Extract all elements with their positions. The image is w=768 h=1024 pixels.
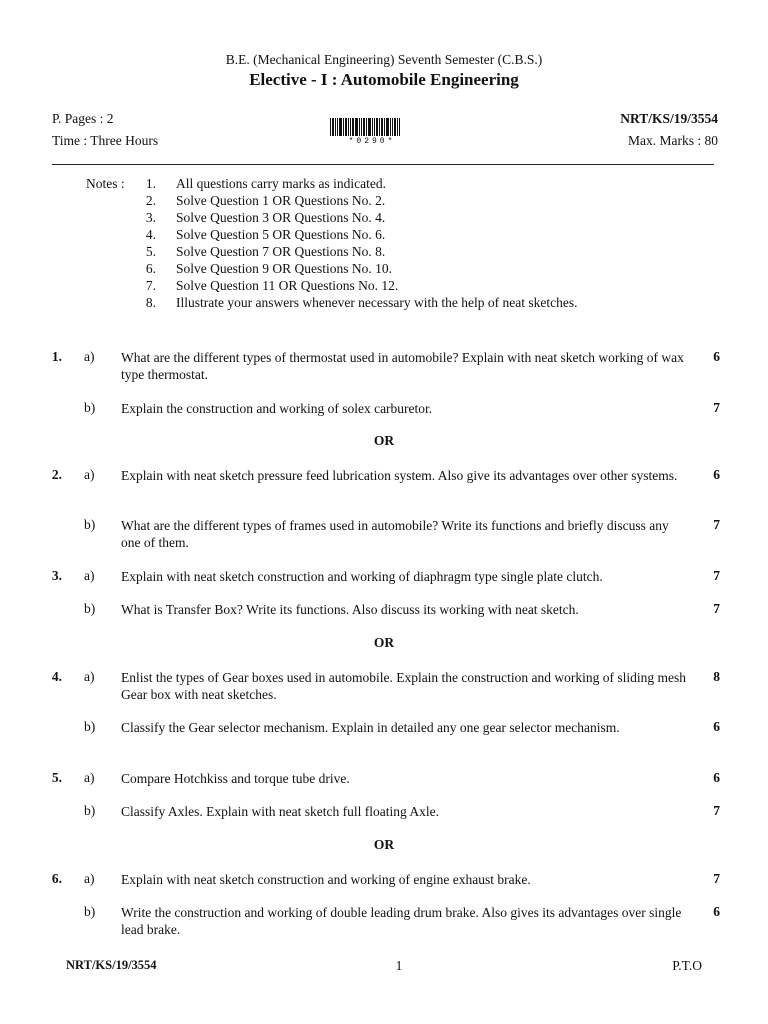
question-text: Compare Hotchkiss and torque tube drive. xyxy=(121,771,350,786)
notes-label: Notes : xyxy=(86,176,125,191)
note-text: Solve Question 9 OR Questions No. 10. xyxy=(176,261,392,276)
question-marks: 7 xyxy=(713,517,720,532)
question-text: What are the different types of frames used in automobile? Write its functions and briefly discuss any one of them. xyxy=(121,518,669,550)
question-text: Classify Axles. Explain with neat sketch full floating Axle. xyxy=(121,804,439,819)
question-marks: 7 xyxy=(713,400,720,415)
question-number: 1. xyxy=(51,349,62,364)
question-marks: 7 xyxy=(713,871,720,886)
question-part-label: b) xyxy=(84,904,96,919)
note-text: Solve Question 7 OR Questions No. 8. xyxy=(176,244,386,259)
question-marks: 6 xyxy=(713,770,720,785)
footer-code: NRT/KS/19/3554 xyxy=(66,958,157,972)
question-marks: 6 xyxy=(713,349,720,364)
question-text: Write the construction and working of double leading drum brake. Also gives its advantages over single lead brake. xyxy=(121,905,682,937)
question-part-label: b) xyxy=(84,517,96,532)
or-separator: OR xyxy=(373,635,395,650)
question-part-label: a) xyxy=(84,467,95,482)
max-marks: Max. Marks : 80 xyxy=(628,133,718,148)
note-number: 6. xyxy=(145,261,156,276)
question-text: Explain the construction and working of solex carburetor. xyxy=(121,401,433,416)
note-number: 2. xyxy=(145,193,156,208)
note-number: 4. xyxy=(145,227,156,242)
or-separator: OR xyxy=(373,433,395,448)
question-part-label: a) xyxy=(84,770,95,785)
question-marks: 7 xyxy=(713,601,720,616)
note-text: Solve Question 1 OR Questions No. 2. xyxy=(176,193,386,208)
note-number: 5. xyxy=(145,244,156,259)
question-text: Enlist the types of Gear boxes used in automobile. Explain the construction and working of sliding mesh Gear box with neat sketches. xyxy=(121,670,687,702)
question-text: What are the different types of thermostat used in automobile? Explain with neat sketch working of wax type thermostat. xyxy=(121,350,684,382)
question-part-label: b) xyxy=(84,719,96,734)
question-text: What is Transfer Box? Write its functions. Also discuss its working with neat sketch. xyxy=(121,602,579,617)
question-text: Explain with neat sketch construction and working of engine exhaust brake. xyxy=(121,872,531,887)
question-part-label: b) xyxy=(84,400,96,415)
question-part-label: a) xyxy=(84,669,95,684)
note-number: 3. xyxy=(145,210,156,225)
note-number: 7. xyxy=(145,278,156,293)
question-marks: 6 xyxy=(713,904,720,919)
question-part-label: a) xyxy=(84,568,95,583)
course-title: B.E. (Mechanical Engineering) Seventh Semester (C.B.S.) xyxy=(225,52,543,67)
footer-page-number: 1 xyxy=(395,958,403,973)
question-marks: 7 xyxy=(713,803,720,818)
footer-pto: P.T.O xyxy=(672,958,702,973)
question-marks: 6 xyxy=(713,467,720,482)
question-part-label: b) xyxy=(84,601,96,616)
barcode-text: *0290* xyxy=(348,137,396,146)
note-text: Illustrate your answers whenever necessary with the help of neat sketches. xyxy=(176,295,578,310)
question-part-label: a) xyxy=(84,349,95,364)
note-number: 1. xyxy=(145,176,156,191)
note-text: Solve Question 11 OR Questions No. 12. xyxy=(176,278,399,293)
question-part-label: a) xyxy=(84,871,95,886)
paper-code: NRT/KS/19/3554 xyxy=(620,111,718,126)
question-marks: 6 xyxy=(713,719,720,734)
page-count: P. Pages : 2 xyxy=(52,111,114,126)
question-text: Classify the Gear selector mechanism. Explain in detailed any one gear selector mechanism. xyxy=(121,720,620,735)
or-separator: OR xyxy=(373,837,395,852)
question-part-label: b) xyxy=(84,803,96,818)
question-number: 5. xyxy=(51,770,62,785)
question-number: 2. xyxy=(51,467,62,482)
barcode-bars xyxy=(330,118,414,136)
question-number: 6. xyxy=(51,871,62,886)
header-divider xyxy=(52,164,714,165)
question-number: 3. xyxy=(51,568,62,583)
barcode xyxy=(330,118,414,150)
note-text: All questions carry marks as indicated. xyxy=(176,176,386,191)
note-text: Solve Question 3 OR Questions No. 4. xyxy=(176,210,386,225)
exam-time: Time : Three Hours xyxy=(52,133,159,148)
question-text: Explain with neat sketch pressure feed lubrication system. Also give its advantages over other systems. xyxy=(121,468,678,483)
question-text: Explain with neat sketch construction and working of diaphragm type single plate clutch. xyxy=(121,569,603,584)
note-text: Solve Question 5 OR Questions No. 6. xyxy=(176,227,386,242)
subject-title: Elective - I : Automobile Engineering xyxy=(249,70,519,89)
question-marks: 8 xyxy=(713,669,720,684)
note-number: 8. xyxy=(145,295,156,310)
question-number: 4. xyxy=(51,669,62,684)
question-marks: 7 xyxy=(713,568,720,583)
